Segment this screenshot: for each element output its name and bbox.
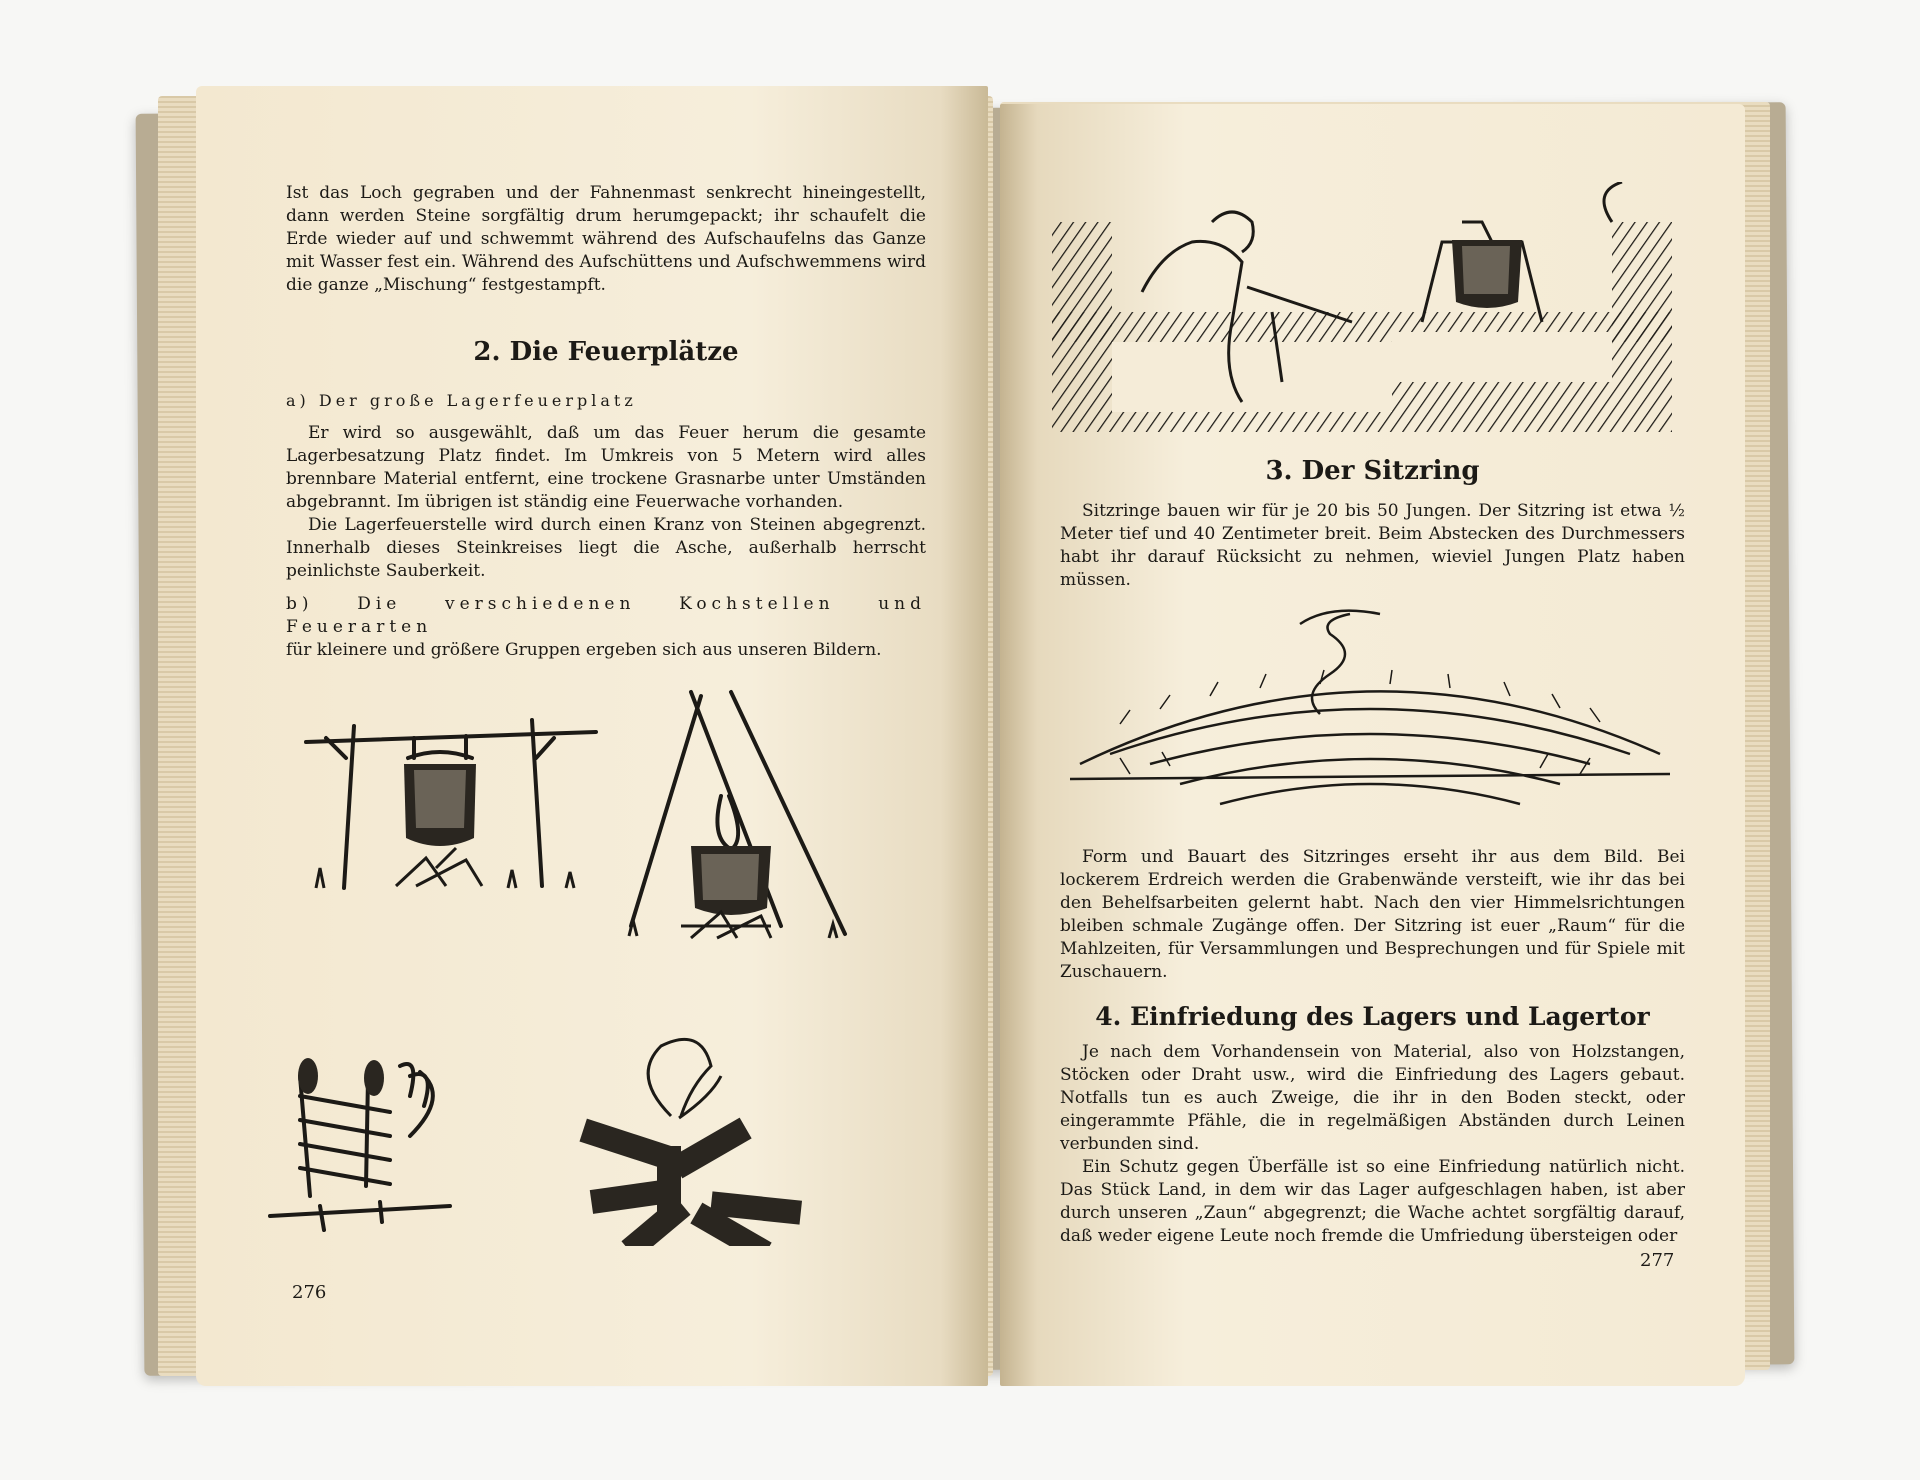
paragraph: Je nach dem Vorhandensein von Material, also von Holzstangen, Stöcken oder Draht usw., wird die Einfriedung des Lagers gebaut. Notfalls tun es auch Zweige, die ihr in den Boden steckt, oder eingerammte Pfähle, die in regelmäßigen Abständen durch Leinen verbunden sind. [1060,1042,1685,1154]
log-fire-wall-icon [260,1036,460,1236]
star-fire-icon [561,1006,821,1246]
left-page [196,86,988,1386]
page-number: 277 [1640,1250,1675,1271]
paragraph: Ein Schutz gegen Überfälle ist so eine Einfriedung natürlich nicht. Das Stück Land, in dem wir das Lager aufgeschlagen haben, ist aber durch unseren „Zaun“ abgegrenzt; die Wache achtet sorgfältig darauf, daß weder eigene Leute noch fremde die Umfriedung übersteigen oder [1060,1157,1685,1246]
pot-on-crossbar-icon [296,698,616,898]
paragraph: Ist das Loch gegraben und der Fahnenmast senkrecht hineingestellt, dann werden Steine sorgfältig drum herumgepackt; ihr schaufelt die Erde wieder auf und schwemmt während des Aufschaufelns das Ganze mit Wasser fest ein. Während des Aufschüttens und Aufschwemmens wird die ganze „Mischung“ festgestampft. [286,183,926,295]
paragraph: Sitzringe bauen wir für je 20 bis 50 Jungen. Der Sitzring ist etwa ½ Meter tief und 40 Zentimeter breit. Beim Abstecken des Durchmessers habt ihr darauf Rücksicht zu nehmen, wieviel Jungen Platz haben müssen. [1060,501,1685,590]
tripod-kettle-icon [621,686,861,948]
section-heading: 3. Der Sitzring [1265,456,1480,486]
section-heading: 2. Die Feuerplätze [473,337,739,367]
cooking-trench-icon [1052,182,1672,432]
subheading: b) Die verschiedenen Kochstellen und Feuerarten [286,594,926,637]
paragraph: für kleinere und größere Gruppen ergeben sich aus unseren Bildern. [286,640,882,660]
paragraph: Form und Bauart des Sitzringes erseht ihr aus dem Bild. Bei lockerem Erdreich werden die Grabenwände versteift, wie ihr das bei den Behelfsarbeiten gelernt habt. Nach den vier Himmelsrichtungen bleiben schmale Zugänge offen. Der Sitzring ist euer „Raum“ für die Mahlzeiten, für Versammlungen und Besprechungen und für Spiele mit Zuschauern. [1060,847,1685,982]
page-number: 276 [292,1282,327,1303]
paragraph: Er wird so ausgewählt, daß um das Feuer herum die gesamte Lagerbesatzung Platz findet. Im Umkreis von 5 Metern wird alles brennbare Material entfernt, eine trockene Grasnarbe unter Umständen abgebrannt. Im übrigen ist ständig eine Feuerwache vorhanden. [286,423,926,512]
right-page [1000,104,1745,1386]
paragraph: Die Lagerfeuerstelle wird durch einen Kranz von Steinen abgegrenzt. Innerhalb dieses Steinkreises liegt die Asche, außerhalb herrscht peinlichste Sauberkeit. [286,515,926,581]
subheading: a) Der große Lagerfeuerplatz [286,391,637,410]
sitting-ring-icon [1060,604,1680,834]
section-heading: 4. Einfriedung des Lagers und Lagertor [1095,1002,1650,1031]
